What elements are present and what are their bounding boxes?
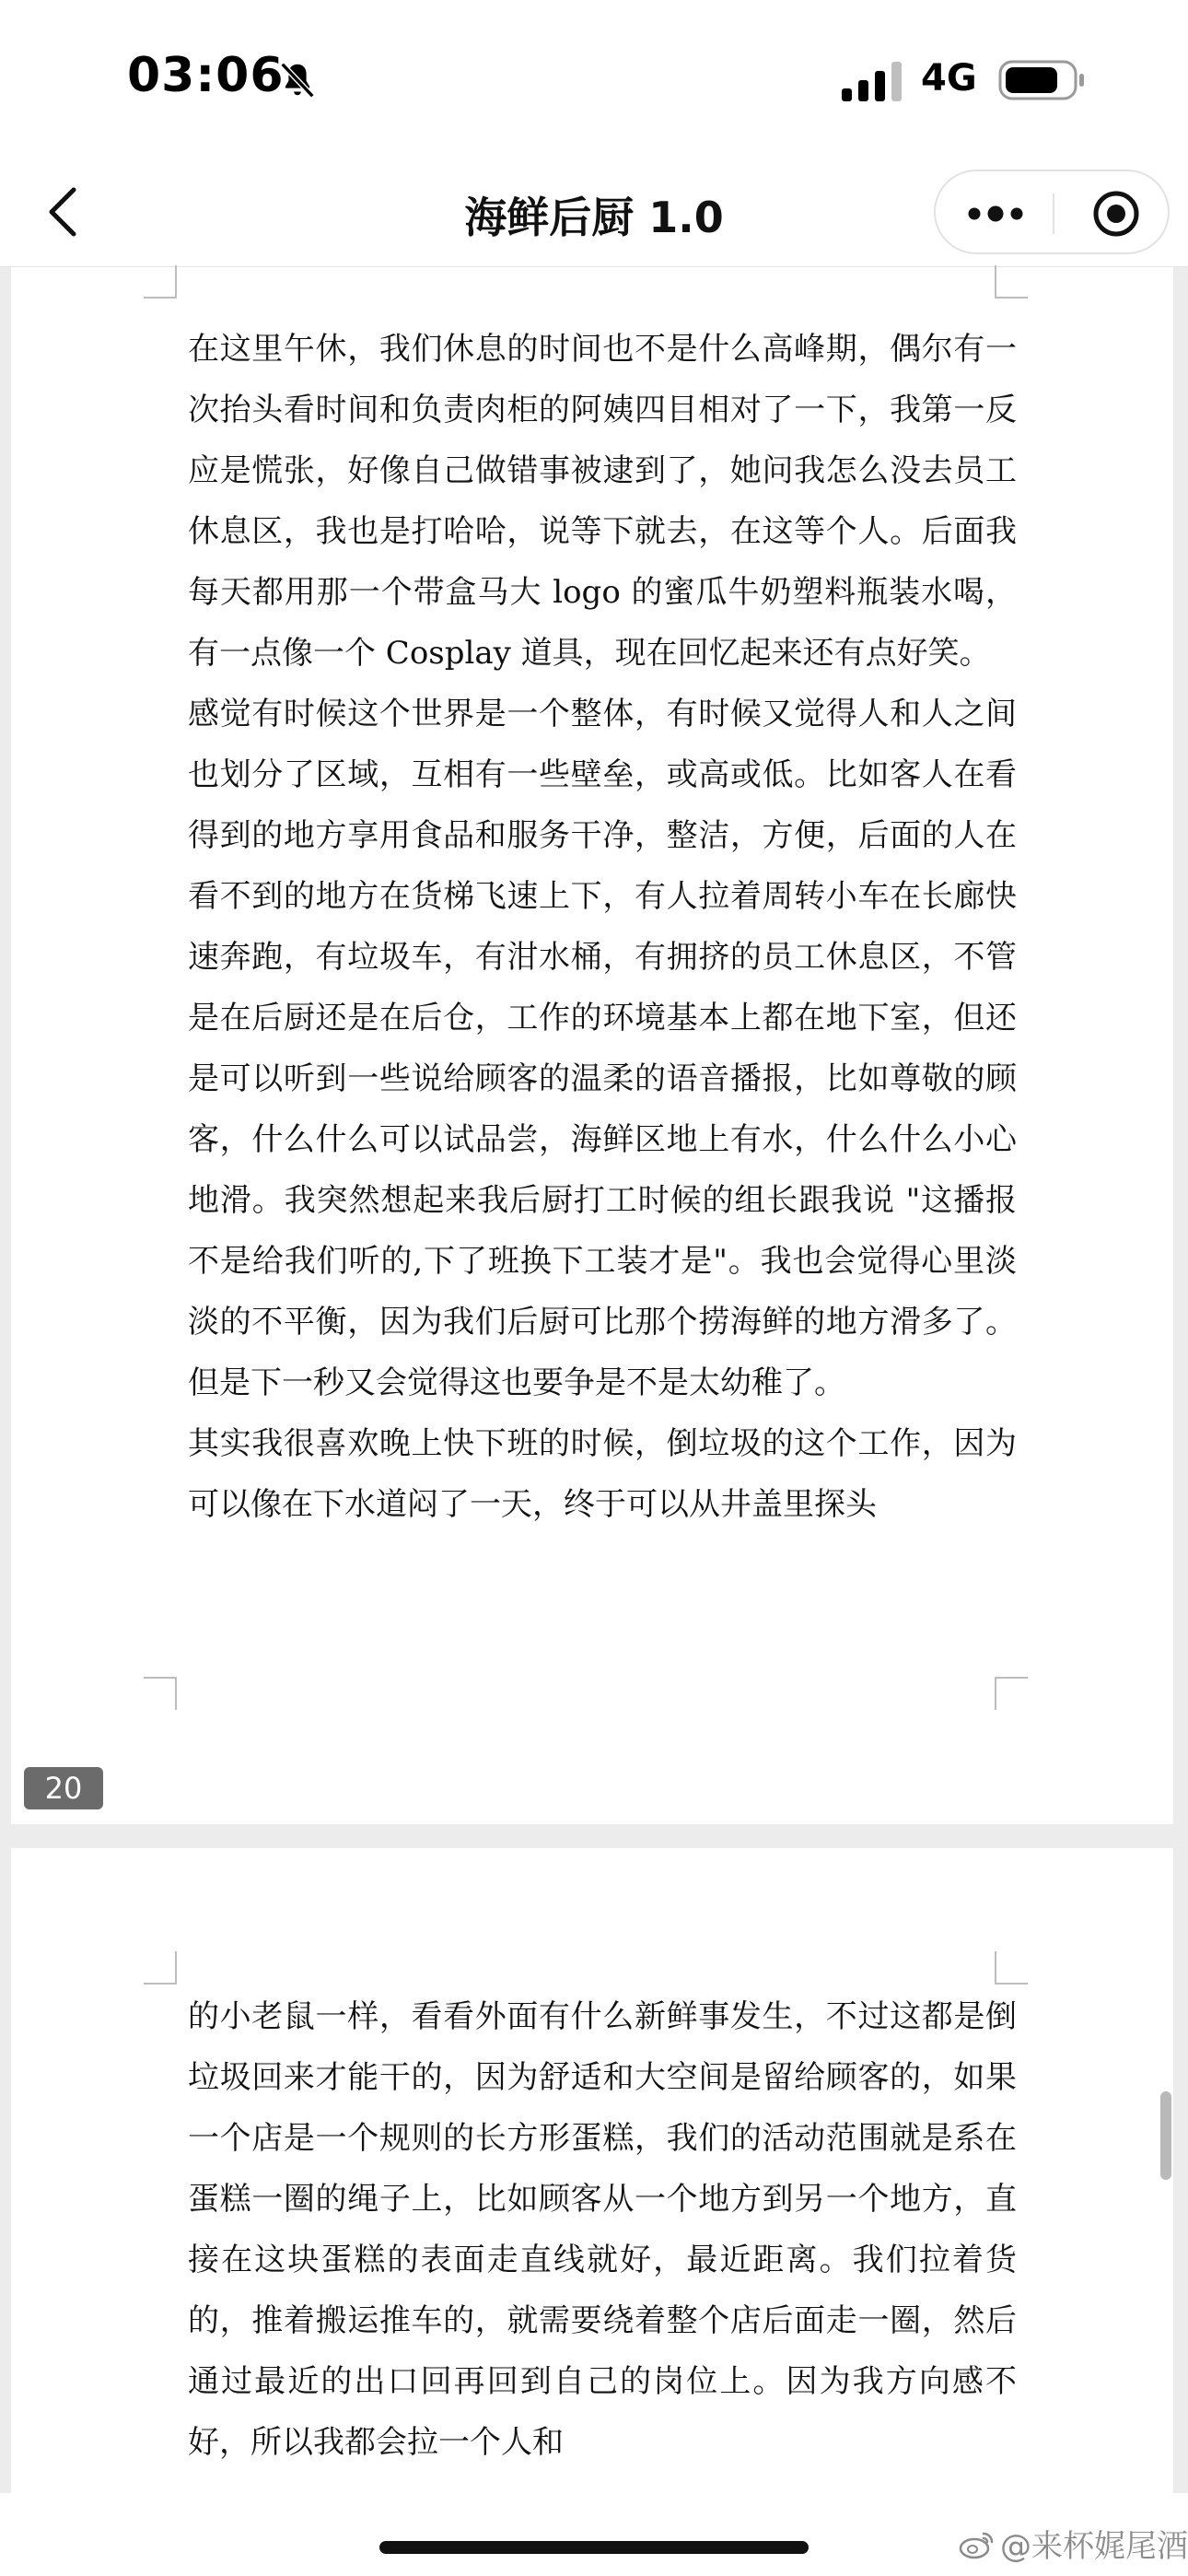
- capsule-divider: [1053, 193, 1054, 234]
- home-indicator[interactable]: [379, 2541, 809, 2554]
- status-bar: [0, 0, 1188, 157]
- page-number-badge: 20: [24, 1767, 103, 1809]
- battery-icon: [998, 59, 1087, 101]
- scrollbar-thumb[interactable]: [1160, 2091, 1171, 2180]
- network-type: 4G: [921, 57, 977, 100]
- bell-off-icon: [276, 59, 319, 101]
- mini-program-capsule: [934, 170, 1170, 254]
- document-page: [11, 267, 1173, 1824]
- crop-mark: [995, 1951, 1028, 1985]
- target-icon[interactable]: [1090, 188, 1142, 240]
- page-text: [188, 319, 1017, 1535]
- paragraph: 感觉有时候这个世界是一个整体，有时候又觉得人和人之间也划分了区域，互相有一些壁垒，或高或低。比如客人在看得到的地方享用食品和服务干净，整洁，方便，后面的人在看不到的地方在货梯飞速上下，有人拉着周转小车在长廊快速奔跑，有垃圾车，有泔水桶，有拥挤的员工休息区，不管是在后厨还是在后仓，工作的环境基本上都在地下室，但还是可以听到一些说给顾客的温柔的语音播报，比如尊敬的顾客，什么什么可以试品尝，海鲜区地上有水，什么什么小心地滑。我突然想起来我后厨打工时候的组长跟我说 "这播报不是给我们听的,下了班换下工装才是"。我也会觉得心里淡淡的不平衡，因为我们后厨可比那个捞海鲜的地方滑多了。但是下一秒又会觉得这也要争是不是太幼稚了。: [188, 696, 1017, 1401]
- nav-bar: [0, 157, 1188, 267]
- document-page: [11, 1848, 1173, 2493]
- more-dots-icon[interactable]: [963, 195, 1028, 232]
- crop-mark: [144, 265, 177, 299]
- crop-mark: [144, 1677, 177, 1710]
- watermark: [958, 2521, 1188, 2566]
- page-title: 海鲜后厨 1.0: [464, 193, 724, 242]
- paragraph: 在这里午休，我们休息的时间也不是什么高峰期，偶尔有一次抬头看时间和负责肉柜的阿姨四目相对了一下，我第一反应是慌张，好像自己做错事被逮到了，她问我怎么没去员工休息区，我也是打哈哈，说等下就去，在这等个人。后面我每天都用那一个带盒马大 logo 的蜜瓜牛奶塑料瓶装水喝，有一点像一个 Cosplay 道具，现在回忆起来还有点好笑。: [188, 331, 1017, 672]
- crop-mark: [995, 1677, 1028, 1710]
- crop-mark: [144, 1951, 177, 1985]
- crop-mark: [995, 265, 1028, 299]
- page-text: [188, 1986, 1017, 2473]
- watermark-text: @来杯娓尾酒: [1000, 2528, 1188, 2565]
- status-time: 03:06: [127, 48, 285, 103]
- signal-icon: [840, 61, 904, 101]
- paragraph: 其实我很喜欢晚上快下班的时候，倒垃圾的这个工作，因为可以像在下水道闷了一天，终于可以从井盖里探头: [188, 1425, 1017, 1523]
- weibo-logo-icon: [958, 2529, 996, 2560]
- paragraph: 的小老鼠一样，看看外面有什么新鲜事发生，不过这都是倒垃圾回来才能干的，因为舒适和大空间是留给顾客的，如果一个店是一个规则的长方形蛋糕，我们的活动范围就是系在蛋糕一圈的绳子上，比如顾客从一个地方到另一个地方，直接在这块蛋糕的表面走直线就好，最近距离。我们拉着货的，推着搬运推车的，就需要绕着整个店后面走一圈，然后通过最近的出口回再回到自己的岗位上。因为我方向感不好，所以我都会拉一个人和: [188, 1998, 1017, 2461]
